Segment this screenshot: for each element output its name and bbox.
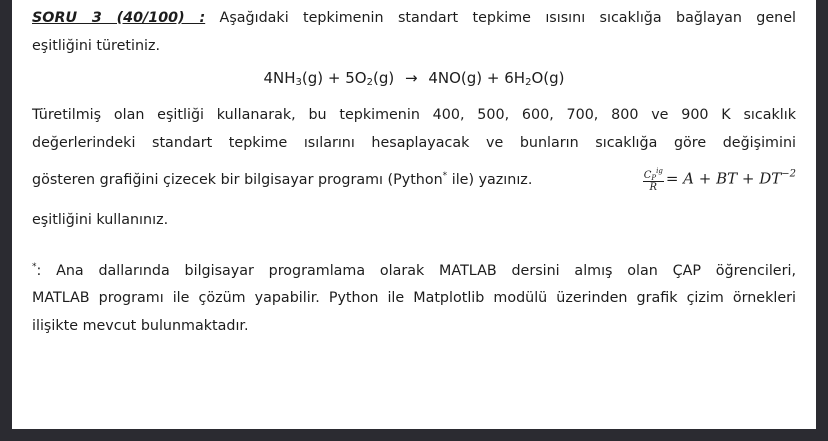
heat-capacity-formula: $\frac{C_P^{ig}}{R}$ = A + BT + $DT^{-2}$ — [643, 167, 796, 193]
note-star: * — [32, 262, 37, 272]
note-line-2: MATLAB programı ile çözüm yapabilir. Python ile Matplotlib modülü üzerinden grafik çizim örnekleri — [32, 290, 796, 306]
paragraph-line-4: eşitliğini kullanınız. — [32, 212, 169, 228]
question-heading: SORU 3 (40/100) : — [32, 10, 206, 26]
paragraph-line-3-text: gösteren grafiğini çizecek bir bilgisayar programı (Python* ile) yazınız. — [32, 171, 533, 188]
formula-fraction: $\frac{C_P^{ig}}{R}$ — [643, 167, 663, 193]
intro-line-1 — [32, 10, 796, 26]
intro-text: Aşağıdaki tepkimenin standart tepkime ısısını sıcaklığa bağlayan genel — [205, 10, 796, 26]
paragraph-line-3 — [32, 166, 796, 193]
paragraph-line-2: değerlerindeki standart tepkime ısılarını hesaplayacak ve bunların sıcaklığa göre değişimini — [32, 135, 796, 151]
note-line-3: ilişikte mevcut bulunmaktadır. — [32, 318, 249, 334]
paragraph-line-1: Türetilmiş olan eşitliği kullanarak, bu tepkimenin 400, 500, 600, 700, 800 ve 900 K sıcaklık — [32, 107, 796, 123]
reactant-nh3: 4NH — [263, 69, 296, 87]
question-page — [12, 0, 816, 429]
reaction-equation: $4NH_3(g) + 5O_2(g) \to 4NO(g) + 6H_2O(g)$ — [263, 69, 565, 88]
intro-line-2: eşitliğini türetiniz. — [32, 38, 161, 54]
note-line-1: *: Ana dallarında bilgisayar programlama olarak MATLAB dersini almış olan ÇAP öğrencileri, — [32, 262, 796, 279]
reaction-arrow-icon: → — [404, 69, 418, 87]
products: 4NO(g) + 6H — [428, 69, 526, 87]
